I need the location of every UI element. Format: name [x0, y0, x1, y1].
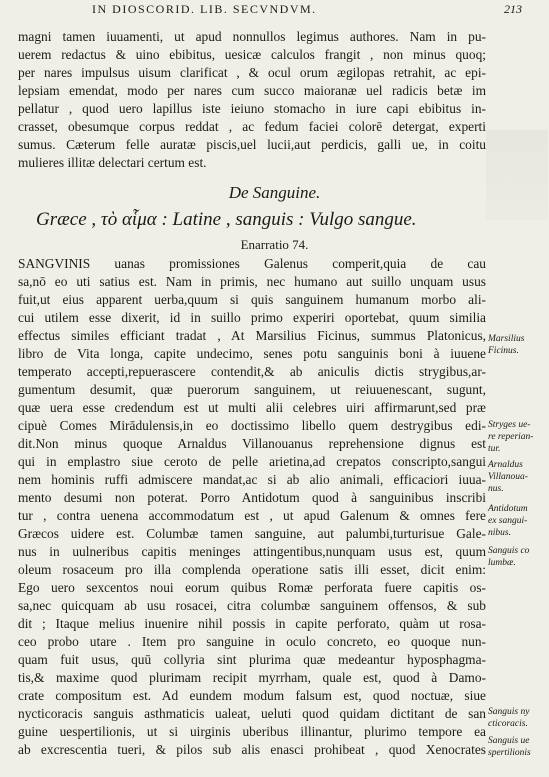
text-line: qui in emplastro siue ceroto de pelle arietina,ad crepatos conscripto,sangui [18, 454, 486, 469]
marginal-note: Sanguis ue spertilionis [488, 736, 531, 758]
marginal-note: Marsilius Ficinus. [488, 334, 525, 356]
marginal-note: Antidotum ex sangui- nibus. [488, 504, 528, 538]
enarratio-label: Enarratio 74. [240, 237, 309, 252]
text-line: nem hominis ruffi admiscere mandat,ac si ab alio animali, efficaciori iuua- [18, 472, 486, 487]
text-line: mulieres illitæ delectari certum est. [18, 155, 207, 170]
text-line: guine uespertilionis, ut si uirginis uberibus illinantur, plurimo tempore ea [18, 724, 486, 739]
text-line: lepsiam emendat, modo per nares cum succo maioranæ uel radicis betæ im [18, 83, 486, 98]
marginal-note: Stryges ue- re reperian- tur. [488, 420, 534, 454]
text-line: crasset, obesumque corpus reddat , ac fedum faciei colorē detergat, experti [18, 119, 486, 134]
marginal-note: Sanguis co lumbæ. [488, 546, 530, 568]
text-line: tur , contra uenena accommodatum est , ut apud Galenum & omnes fere [18, 508, 486, 523]
text-line: sa,nec quicquam ab usu rosacei, citra columbæ sanguinem offensos, & sub [18, 598, 486, 613]
text-line: cui utilem esse dixerit, id in suillo primo experiri oportebat, quum similia [18, 310, 486, 325]
text-line: Ego uero sexcentos noui eorum quibus Romæ perforata fuere capitis os- [18, 580, 486, 595]
marginal-note: Sanguis ny cticoracis. [488, 707, 530, 729]
text-line: effectus similes efficiant tradat , At Marsilius Ficinus, summus Platonicus, [18, 328, 486, 343]
text-line: cipuè Comes Mirādulensis,in eo doctissimo libello quem destrygibus edi- [18, 418, 486, 433]
text-line: quæ uera esse credendum est ut multi alii celebres uiri affirmarunt,sed præ [18, 400, 486, 415]
text-line: nus in uulneribus capitis meninges attingentibus,nunquam usus est, quum [18, 544, 486, 559]
marginal-note: Arnaldus Villanoua- nus. [488, 460, 528, 494]
section-title: De Sanguine. [228, 183, 321, 202]
text-line: ceo probo utare . Item pro sanguine in oculo concreto, eo quoque nun- [18, 634, 486, 649]
text-line: mento desumi non poterat. Porro Antidotum quod à sanguinibus inscribi [18, 490, 486, 505]
text-line: uerem redactus & uino ebibitus, uesicæ calculos frangit , non minus quoq; [18, 47, 486, 62]
text-line: per nares impulsus uisum clarificat , & ocul orum ægilopas retrahit, ac epi- [18, 65, 486, 80]
page-number: 213 [504, 2, 522, 16]
text-line: gumentum desumit, quæ puerorum sanguinem, ut reiuuenescant, sugunt, [18, 382, 486, 397]
text-line: ab excrescentia tueri, & pilos sub alis enasci prohibeat , quod Xenocrates [18, 742, 486, 757]
text-line: quam fuit usus, quū collyria sint plurima quæ medeantur hyposphagma- [18, 652, 486, 667]
text-line: pellatur , quod uero lapillus iste ieiuno stomacho in iure capi ebibitus in- [18, 101, 486, 116]
text-line: dit.Non minus quoque Arnaldus Villanouanus reprehensione dignus est [18, 436, 486, 451]
running-title: IN DIOSCORID. LIB. SECVNDVM. [92, 2, 317, 16]
text-line: oleum rosaceum pro illa complenda operatione satis illi esset, dicit enim: [18, 562, 486, 577]
section-subtitle: Græce , τὸ αἷμα : Latine , sanguis : Vulgo sangue. [36, 209, 417, 230]
text-line: crate compositum est. Ad eundem modum falsum est, quod noctuæ, siue [18, 688, 486, 703]
text-line: sa,nō eo uti satius est. Nam in primis, nec humano aut suillo unquam usus [18, 274, 486, 289]
text-line: tis,& maxime quod plurimam recipit myrrham, quale est, quod à Damo- [18, 670, 486, 685]
text-line: magni tamen iuuamenti, ut apud nonnullos legimus authores. Nam in pu- [18, 29, 486, 44]
text-line: nycticoracis sanguis asthmaticis ualeat, ueluti quod quidam dictitant de san [18, 706, 486, 721]
text-line: sumus. Cæterum felle auratæ piscis,uel lucii,aut perdicis, galli ue, in coitu [18, 137, 486, 152]
bleed-through [486, 130, 548, 220]
text-line: Græcos uidere est. Columbæ tamen sanguine, aut palumbi,turturisue Gale- [18, 526, 486, 541]
text-line: temperato accepti,repuerascere contendit,& ab aniculis dictis strygibus,ar- [18, 364, 486, 379]
text-line: dit ; Itaque melius inuenire nihil possis in capite perforato, quàm ut rosa- [18, 616, 486, 631]
text-line: fuit,ut eius apparent uerba,quum si quis sanguinem humanum morbo ali- [18, 292, 486, 307]
text-line: SANGVINIS uanas promissiones Galenus comperit,quia de cau [18, 256, 486, 271]
running-header [92, 2, 522, 18]
text-line: libro de Vita longa, capite undecimo, senes potu sanguinis boni à iuuene [18, 346, 486, 361]
